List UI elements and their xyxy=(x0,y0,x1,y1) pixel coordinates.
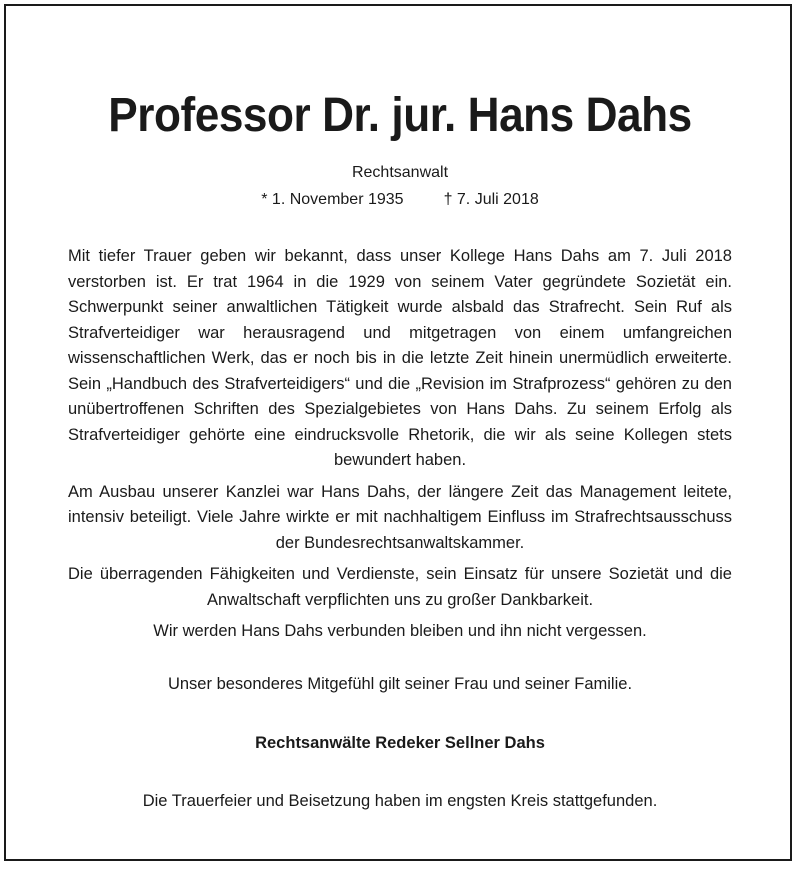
birth-date: * 1. November 1935 xyxy=(261,191,404,208)
paragraph-tribute: Mit tiefer Trauer geben wir bekannt, dass unser Kollege Hans Dahs am 7. Juli 2018 verstorben ist. Er trat 1964 in die 1929 von seinem Vater gegründete Sozietät ein. Schwerpunkt seiner anwaltlichen Tätigkeit wurde alsbald das Strafrecht. Sein Ruf als Strafverteidiger war herausragend und mitgetragen von einem umfangreichen wissenschaftlichen Werk, das er noch bis in die letzte Zeit hinein unermüdlich erweiterte. Sein „Handbuch des Strafverteidigers“ und die „Revision im Strafprozess“ gehören zu den unübertroffenen Schriften des Spezialgebietes von Hans Dahs. Zu seinem Erfolg als Strafverteidiger gehörte eine eindrucksvolle Rhetorik, die wir als seine Kollegen stets bewundert haben. xyxy=(68,247,732,469)
paragraph-gratitude: Die überragenden Fähigkeiten und Verdienste, sein Einsatz für unsere Sozietät und die Anwaltschaft verpflichten uns zu großer Dankbarkeit. xyxy=(68,565,732,609)
notice-title: Professor Dr. jur. Hans Dahs xyxy=(108,89,692,142)
funeral-note: Die Trauerfeier und Beisetzung haben im engsten Kreis stattgefunden. xyxy=(142,792,658,810)
signature: Rechtsanwälte Redeker Sellner Dahs xyxy=(255,734,545,752)
sympathy-line: Unser besonderes Mitgefühl gilt seiner Frau und seiner Familie. xyxy=(167,675,633,693)
paragraph-firm: Am Ausbau unserer Kanzlei war Hans Dahs, der längere Zeit das Management leitete, intensiv beteiligt. Viele Jahre wirkte er mit nachhaltigem Einfluss im Strafrechtsausschuss der Bundesrechtsanwaltskammer. xyxy=(68,482,732,552)
paragraph-remembrance: Wir werden Hans Dahs verbunden bleiben und ihn nicht vergessen. xyxy=(153,622,647,640)
notice-body xyxy=(68,244,732,645)
death-date: † 7. Juli 2018 xyxy=(443,191,539,208)
profession: Rechtsanwalt xyxy=(351,164,449,181)
life-dates xyxy=(0,190,800,210)
